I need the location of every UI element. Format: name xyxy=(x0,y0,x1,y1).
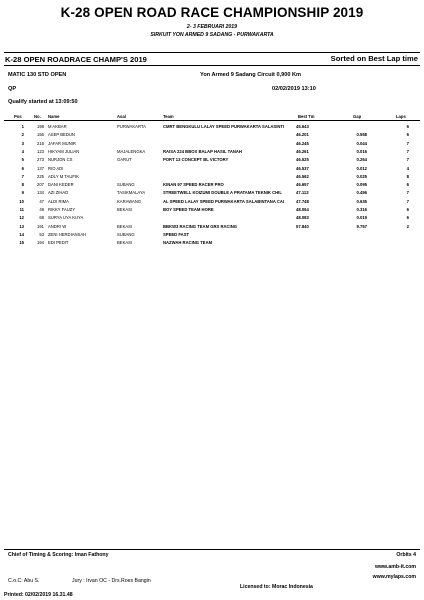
cell-pos: 6 xyxy=(21,165,24,171)
cell-name: AZI ZIHAD xyxy=(48,190,69,196)
session-name: QP xyxy=(8,86,17,92)
cell-name: SURYA UYA KUYA xyxy=(48,215,84,221)
jury: Jury : Irvan OC - Drs.Roes Bangin xyxy=(72,578,151,584)
cell-team: PORT 13 CONCEPT BL VICTORY xyxy=(163,157,229,163)
cell-laps: 7 xyxy=(406,190,409,196)
cell-best: 46.537 xyxy=(296,165,309,171)
cell-pos: 11 xyxy=(19,207,24,212)
cell-pos: 15 xyxy=(19,240,24,246)
cell-name: RIKKY FAUZY xyxy=(48,207,76,212)
footer-rule xyxy=(4,549,420,550)
header-gap: Gap xyxy=(353,114,362,119)
table-row xyxy=(0,190,424,198)
cell-best: 48.064 xyxy=(296,207,309,212)
license-holder: Licensed to: Morac Indonesia xyxy=(240,584,313,590)
event-venue: SIRKUIT YON ARMED 9 SADANG - PURWAKARTA xyxy=(150,32,274,38)
event-date: 2- 3 FEBRUARI 2019 xyxy=(186,24,238,30)
header-pos: Pos xyxy=(14,114,22,119)
cell-team: RAISA 224 BBOX BALAP HASIL TANAH xyxy=(163,148,242,154)
cell-pos: 4 xyxy=(21,148,24,154)
cell-no: 207 xyxy=(37,182,44,188)
table-row xyxy=(0,232,424,240)
cell-no: 68 xyxy=(39,215,44,221)
cell-best: 46.261 xyxy=(296,148,309,154)
table-row xyxy=(0,182,424,190)
cell-team: STREETWELL KOIZUMI DOUBLE A PRATAMA TEKNIK CHIL xyxy=(163,190,282,196)
cell-laps: 7 xyxy=(406,148,409,154)
cell-team: BBKW3 RACING TEAM GRS RACING xyxy=(163,223,237,229)
race-class: MATIC 130 STD OPEN xyxy=(8,72,67,78)
cell-name: RIO ADI xyxy=(48,165,64,171)
cell-name: NURJON CS xyxy=(48,157,73,163)
cell-no: 49 xyxy=(39,207,44,212)
cell-no: 216 xyxy=(37,140,44,146)
table-row xyxy=(0,174,424,182)
cell-asal: BEKASI xyxy=(117,240,133,246)
cell-pos: 9 xyxy=(21,190,24,196)
cell-gap: 0.016 xyxy=(356,148,367,154)
cell-best: 57.840 xyxy=(296,223,309,229)
cell-laps: 6 xyxy=(406,207,409,212)
cell-best: 46.657 xyxy=(296,182,309,188)
cell-team: NAZWAH RACING TEAM xyxy=(163,240,213,246)
cell-pos: 8 xyxy=(21,182,24,188)
cell-no: 198 xyxy=(37,124,44,129)
cell-laps: 8 xyxy=(406,173,409,179)
table-row xyxy=(0,224,424,232)
cell-laps: 6 xyxy=(406,215,409,221)
cell-no: 47 xyxy=(39,198,44,204)
cell-laps: 6 xyxy=(406,124,409,129)
cell-gap: 0.456 xyxy=(356,190,367,196)
cell-name: EDI PEDIT xyxy=(48,240,69,246)
cell-pos: 7 xyxy=(21,173,24,179)
cell-team: SPEED FAST xyxy=(163,231,190,237)
header-best: Best Tm xyxy=(298,114,315,119)
header-team: Team xyxy=(163,114,174,119)
cell-asal: TASIKMALAYA xyxy=(117,190,146,196)
cell-pos: 14 xyxy=(19,231,24,237)
cell-team: CMRT BENGKULU LALAY SPEED PURWAKARTA SALASINTI xyxy=(163,124,285,129)
cell-pos: 5 xyxy=(21,157,24,163)
cell-asal: PURWAKARTA xyxy=(117,124,146,129)
cell-laps: 6 xyxy=(406,182,409,188)
clerk-of-course: C.o.C: Abu S. xyxy=(8,578,40,584)
cell-gap: 0.019 xyxy=(356,215,367,221)
cell-best: 46.245 xyxy=(296,140,309,146)
banner-bottom-rule xyxy=(4,65,420,66)
table-row xyxy=(0,149,424,157)
cell-no: 156 xyxy=(37,132,44,138)
cell-no: 273 xyxy=(37,157,44,163)
qualify-start: Qualify started at 13:09:50 xyxy=(8,99,78,105)
cell-name: JAFAR MUNIR xyxy=(48,140,76,146)
banner-top-rule xyxy=(4,52,420,53)
cell-no: 191 xyxy=(37,223,44,229)
cell-gap: 0.558 xyxy=(356,132,367,138)
cell-name: M AKBAR xyxy=(48,124,67,129)
cell-laps: 4 xyxy=(406,165,409,171)
cell-no: 123 xyxy=(37,148,44,154)
cell-name: ANDRI W xyxy=(48,223,67,229)
cell-pos: 12 xyxy=(19,215,24,221)
cell-laps: 7 xyxy=(406,140,409,146)
cell-team: BOY SPEED TEAM HORE xyxy=(163,207,214,212)
chief-of-timing: Chief of Timing & Scoring: Iman Fathony xyxy=(8,552,109,558)
table-row xyxy=(0,157,424,165)
cell-asal: BEKASI xyxy=(117,223,133,229)
cell-asal: MAJALENGKA xyxy=(117,148,146,154)
page-title: K-28 OPEN ROAD RACE CHAMPIONSHIP 2019 xyxy=(60,5,364,20)
table-row xyxy=(0,166,424,174)
cell-best: 46.201 xyxy=(296,132,309,138)
cell-no: 134 xyxy=(37,190,44,196)
cell-asal: SUBANG xyxy=(117,231,135,237)
cell-gap: 9.757 xyxy=(356,223,367,229)
cell-gap: 0.095 xyxy=(356,182,367,188)
cell-name: ALDI RIMA xyxy=(48,198,69,204)
cell-laps: 7 xyxy=(406,198,409,204)
table-row xyxy=(0,207,424,215)
cell-best: 47.113 xyxy=(296,190,309,196)
mylaps-website: www.mylaps.com xyxy=(372,574,416,580)
cell-name: ZENI HERDIANSAH xyxy=(48,231,87,237)
cell-gap: 0.635 xyxy=(356,198,367,204)
cell-pos: 3 xyxy=(21,140,24,146)
table-row xyxy=(0,124,424,132)
table-row xyxy=(0,199,424,207)
cell-pos: 1 xyxy=(21,124,24,129)
table-row xyxy=(0,141,424,149)
cell-name: ADLY M TAUFIK xyxy=(48,173,79,179)
cell-no: 53 xyxy=(39,231,44,237)
cell-name: HIKYAM JULIAN xyxy=(48,148,80,154)
cell-asal: BEKASI xyxy=(117,207,133,212)
table-row xyxy=(0,215,424,223)
cell-best: 47.748 xyxy=(296,198,309,204)
header-no: No. xyxy=(34,114,41,119)
championship-name: K-28 OPEN ROADRACE CHAMP'S 2019 xyxy=(5,55,147,64)
session-datetime: 02/02/2019 13:10 xyxy=(272,86,316,92)
table-header-rule xyxy=(4,120,420,121)
header-laps: Laps xyxy=(396,114,406,119)
cell-gap: 0.264 xyxy=(356,157,367,163)
sort-label: Sorted on Best Lap time xyxy=(330,54,418,63)
cell-gap: 0.025 xyxy=(356,173,367,179)
cell-best: 45.643 xyxy=(296,124,309,129)
software-version: Orbits 4 xyxy=(396,552,416,558)
cell-gap: 0.316 xyxy=(356,207,367,212)
cell-gap: 0.012 xyxy=(356,165,367,171)
cell-no: 225 xyxy=(37,173,44,179)
cell-laps: 7 xyxy=(406,157,409,163)
header-name: Name xyxy=(48,114,60,119)
cell-team: KINAN 97 SPEED RACER PRO xyxy=(163,182,224,188)
cell-gap: 0.044 xyxy=(356,140,367,146)
amb-website: www.amb-it.com xyxy=(374,564,416,570)
cell-laps: 2 xyxy=(406,223,409,229)
printed-timestamp: Printed: 02/02/2019 16.31.48 xyxy=(4,592,73,598)
cell-laps: 6 xyxy=(406,132,409,138)
table-row xyxy=(0,132,424,140)
cell-team: AL SPEED LALAY SPEED PURWAKARTA SALABINTANA CAI xyxy=(163,198,285,204)
cell-asal: GARUT xyxy=(117,157,132,163)
cell-best: 46.562 xyxy=(296,173,309,179)
cell-asal: SUBANG xyxy=(117,182,135,188)
circuit-name: Yon Armed 9 Sadang Circuit 0,900 Km xyxy=(200,72,302,78)
cell-pos: 10 xyxy=(19,198,24,204)
cell-name: DANI KEDER xyxy=(48,182,74,188)
cell-best: 46.525 xyxy=(296,157,309,163)
cell-pos: 13 xyxy=(19,223,24,229)
table-row xyxy=(0,240,424,248)
cell-no: 194 xyxy=(37,240,44,246)
cell-pos: 2 xyxy=(21,132,24,138)
cell-name: ASEP BEDUN xyxy=(48,132,75,138)
cell-no: 137 xyxy=(37,165,44,171)
cell-best: 48.083 xyxy=(296,215,309,221)
cell-asal: KARAWANG xyxy=(117,198,142,204)
header-asal: Asal xyxy=(117,114,126,119)
